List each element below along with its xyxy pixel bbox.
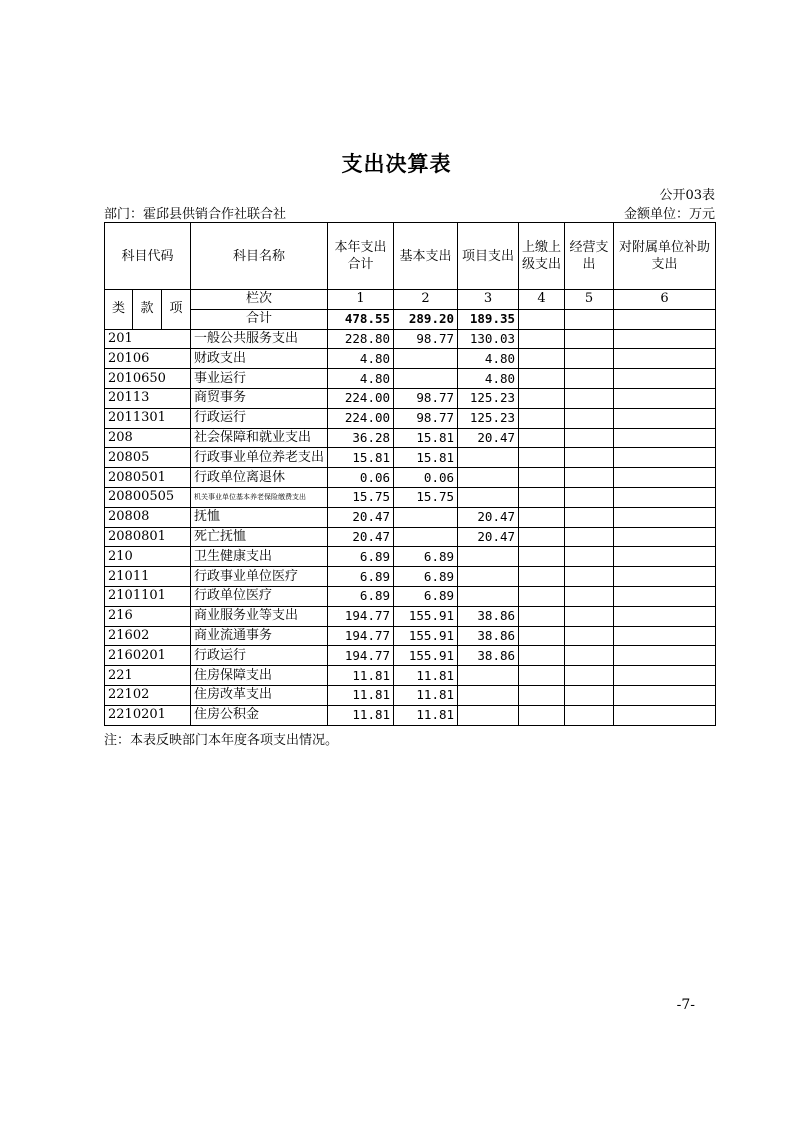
row-project: 125.23 [458,408,519,428]
row-code: 21602 [105,626,191,646]
row-business [565,369,614,389]
row-name: 住房改革支出 [191,685,328,705]
row-name: 卫生健康支出 [191,547,328,567]
row-name: 一般公共服务支出 [191,329,328,349]
table-row [105,468,716,488]
row-total: 228.80 [328,329,394,349]
table-row [105,666,716,686]
row-business [565,487,614,507]
row-business [565,408,614,428]
row-subsidy [614,527,716,547]
column-index-3: 3 [458,290,519,310]
row-subsidy [614,586,716,606]
row-name: 死亡抚恤 [191,527,328,547]
row-basic [394,349,458,369]
row-basic [394,369,458,389]
column-index-row [105,290,716,310]
total-business [565,309,614,329]
row-upper [519,369,565,389]
total-row [105,309,716,329]
row-upper [519,646,565,666]
row-upper [519,567,565,587]
table-row [105,567,716,587]
row-total: 4.80 [328,349,394,369]
row-name: 机关事业单位基本养老保险缴费支出 [191,487,328,507]
row-upper [519,329,565,349]
row-upper [519,349,565,369]
header-xiang: 项 [162,290,191,330]
table-row [105,626,716,646]
department-label: 部门：霍邱县供销合作社联合社 [104,207,287,222]
row-basic: 155.91 [394,646,458,666]
header-business: 经营支出 [565,223,614,290]
row-basic: 6.89 [394,547,458,567]
header-kuan: 款 [133,290,162,330]
row-business [565,567,614,587]
row-code: 20113 [105,388,191,408]
row-basic: 6.89 [394,586,458,606]
row-subsidy [614,646,716,666]
row-business [565,646,614,666]
header-name: 科目名称 [191,223,328,290]
row-total: 20.47 [328,507,394,527]
row-basic: 98.77 [394,388,458,408]
header-upper: 上缴上级支出 [519,223,565,290]
row-total: 11.81 [328,705,394,725]
row-project: 20.47 [458,428,519,448]
table-row [105,705,716,725]
row-project [458,448,519,468]
row-code: 22102 [105,685,191,705]
row-subsidy [614,349,716,369]
table-note: 注：本表反映部门本年度各项支出情况。 [104,733,339,748]
table-row [105,527,716,547]
row-code: 2011301 [105,408,191,428]
row-project: 4.80 [458,369,519,389]
header-row [105,223,716,290]
row-name: 财政支出 [191,349,328,369]
row-business [565,586,614,606]
row-upper [519,388,565,408]
row-name: 住房保障支出 [191,666,328,686]
header-code: 科目代码 [105,223,191,290]
row-code: 20106 [105,349,191,369]
row-code: 21011 [105,567,191,587]
row-basic: 98.77 [394,329,458,349]
row-upper [519,448,565,468]
row-business [565,685,614,705]
row-upper [519,527,565,547]
row-subsidy [614,369,716,389]
row-basic [394,527,458,547]
row-name: 社会保障和就业支出 [191,428,328,448]
row-upper [519,408,565,428]
row-project: 130.03 [458,329,519,349]
row-name: 行政运行 [191,646,328,666]
row-subsidy [614,547,716,567]
row-basic [394,507,458,527]
row-business [565,606,614,626]
row-upper [519,626,565,646]
total-amount: 478.55 [328,309,394,329]
row-project: 38.86 [458,606,519,626]
page-title: 支出决算表 [341,152,452,176]
row-basic: 155.91 [394,606,458,626]
row-upper [519,487,565,507]
row-subsidy [614,329,716,349]
expenditure-table [104,222,716,726]
row-business [565,428,614,448]
table-row [105,606,716,626]
row-total: 194.77 [328,626,394,646]
row-project: 125.23 [458,388,519,408]
table-row [105,547,716,567]
row-code: 2080501 [105,468,191,488]
row-basic: 15.81 [394,448,458,468]
row-subsidy [614,507,716,527]
table-row [105,329,716,349]
row-business [565,468,614,488]
row-business [565,329,614,349]
row-project: 38.86 [458,646,519,666]
row-upper [519,428,565,448]
row-total: 224.00 [328,408,394,428]
total-upper [519,309,565,329]
table-row [105,388,716,408]
row-code: 221 [105,666,191,686]
row-project [458,468,519,488]
row-code: 210 [105,547,191,567]
row-basic: 155.91 [394,626,458,646]
row-business [565,349,614,369]
row-basic: 6.89 [394,567,458,587]
header-subsidy: 对附属单位补助支出 [614,223,716,290]
row-project: 20.47 [458,527,519,547]
row-upper [519,547,565,567]
row-upper [519,507,565,527]
row-code: 2210201 [105,705,191,725]
unit-label: 金额单位：万元 [623,207,715,222]
row-basic: 15.81 [394,428,458,448]
row-subsidy [614,666,716,686]
row-project [458,547,519,567]
row-name: 行政单位离退休 [191,468,328,488]
row-basic: 11.81 [394,685,458,705]
page-number: -7- [676,997,695,1013]
row-total: 224.00 [328,388,394,408]
row-code: 20808 [105,507,191,527]
row-business [565,507,614,527]
row-subsidy [614,428,716,448]
row-subsidy [614,606,716,626]
row-project [458,567,519,587]
table-row [105,507,716,527]
table-row [105,448,716,468]
form-number: 公开03表 [659,188,715,203]
total-basic: 289.20 [394,309,458,329]
row-total: 11.81 [328,685,394,705]
row-project: 20.47 [458,507,519,527]
header-lanci: 栏次 [191,290,328,310]
total-subsidy [614,309,716,329]
row-total: 6.89 [328,567,394,587]
row-total: 6.89 [328,547,394,567]
row-name: 行政事业单位医疗 [191,567,328,587]
row-basic: 98.77 [394,408,458,428]
row-upper [519,468,565,488]
row-name: 商业服务业等支出 [191,606,328,626]
row-upper [519,685,565,705]
row-name: 商贸事务 [191,388,328,408]
total-project: 189.35 [458,309,519,329]
column-index-6: 6 [614,290,716,310]
column-index-4: 4 [519,290,565,310]
row-total: 194.77 [328,606,394,626]
column-index-5: 5 [565,290,614,310]
row-total: 11.81 [328,666,394,686]
row-name: 行政单位医疗 [191,586,328,606]
row-total: 36.28 [328,428,394,448]
table-row [105,586,716,606]
row-project: 38.86 [458,626,519,646]
row-code: 201 [105,329,191,349]
header-total: 本年支出合计 [328,223,394,290]
row-name: 行政运行 [191,408,328,428]
row-business [565,626,614,646]
table-row [105,646,716,666]
row-subsidy [614,705,716,725]
row-subsidy [614,448,716,468]
table-row [105,428,716,448]
row-code: 2160201 [105,646,191,666]
row-subsidy [614,408,716,428]
header-lei: 类 [105,290,133,330]
row-upper [519,606,565,626]
row-total: 4.80 [328,369,394,389]
row-upper [519,666,565,686]
row-name: 抚恤 [191,507,328,527]
row-business [565,388,614,408]
row-total: 15.75 [328,487,394,507]
row-project [458,705,519,725]
row-code: 2010650 [105,369,191,389]
row-name: 行政事业单位养老支出 [191,448,328,468]
table-row [105,369,716,389]
row-subsidy [614,685,716,705]
row-subsidy [614,626,716,646]
row-basic: 15.75 [394,487,458,507]
row-basic: 11.81 [394,705,458,725]
row-subsidy [614,567,716,587]
row-total: 0.06 [328,468,394,488]
total-label: 合计 [191,309,328,329]
table-row [105,487,716,507]
row-subsidy [614,388,716,408]
row-code: 2080801 [105,527,191,547]
column-index-2: 2 [394,290,458,310]
row-subsidy [614,487,716,507]
row-code: 208 [105,428,191,448]
row-total: 194.77 [328,646,394,666]
table-row [105,349,716,369]
table-row [105,408,716,428]
row-project [458,586,519,606]
header-project: 项目支出 [458,223,519,290]
row-code: 20805 [105,448,191,468]
row-project [458,487,519,507]
row-basic: 0.06 [394,468,458,488]
row-basic: 11.81 [394,666,458,686]
row-subsidy [614,468,716,488]
row-project [458,666,519,686]
row-business [565,527,614,547]
row-code: 20800505 [105,487,191,507]
row-upper [519,705,565,725]
row-business [565,705,614,725]
row-total: 6.89 [328,586,394,606]
row-name: 住房公积金 [191,705,328,725]
row-project [458,685,519,705]
row-business [565,448,614,468]
row-project: 4.80 [458,349,519,369]
row-code: 2101101 [105,586,191,606]
row-upper [519,586,565,606]
row-code: 216 [105,606,191,626]
row-total: 20.47 [328,527,394,547]
column-index-1: 1 [328,290,394,310]
table-row [105,685,716,705]
row-business [565,547,614,567]
row-total: 15.81 [328,448,394,468]
header-basic: 基本支出 [394,223,458,290]
row-business [565,666,614,686]
row-name: 商业流通事务 [191,626,328,646]
row-name: 事业运行 [191,369,328,389]
